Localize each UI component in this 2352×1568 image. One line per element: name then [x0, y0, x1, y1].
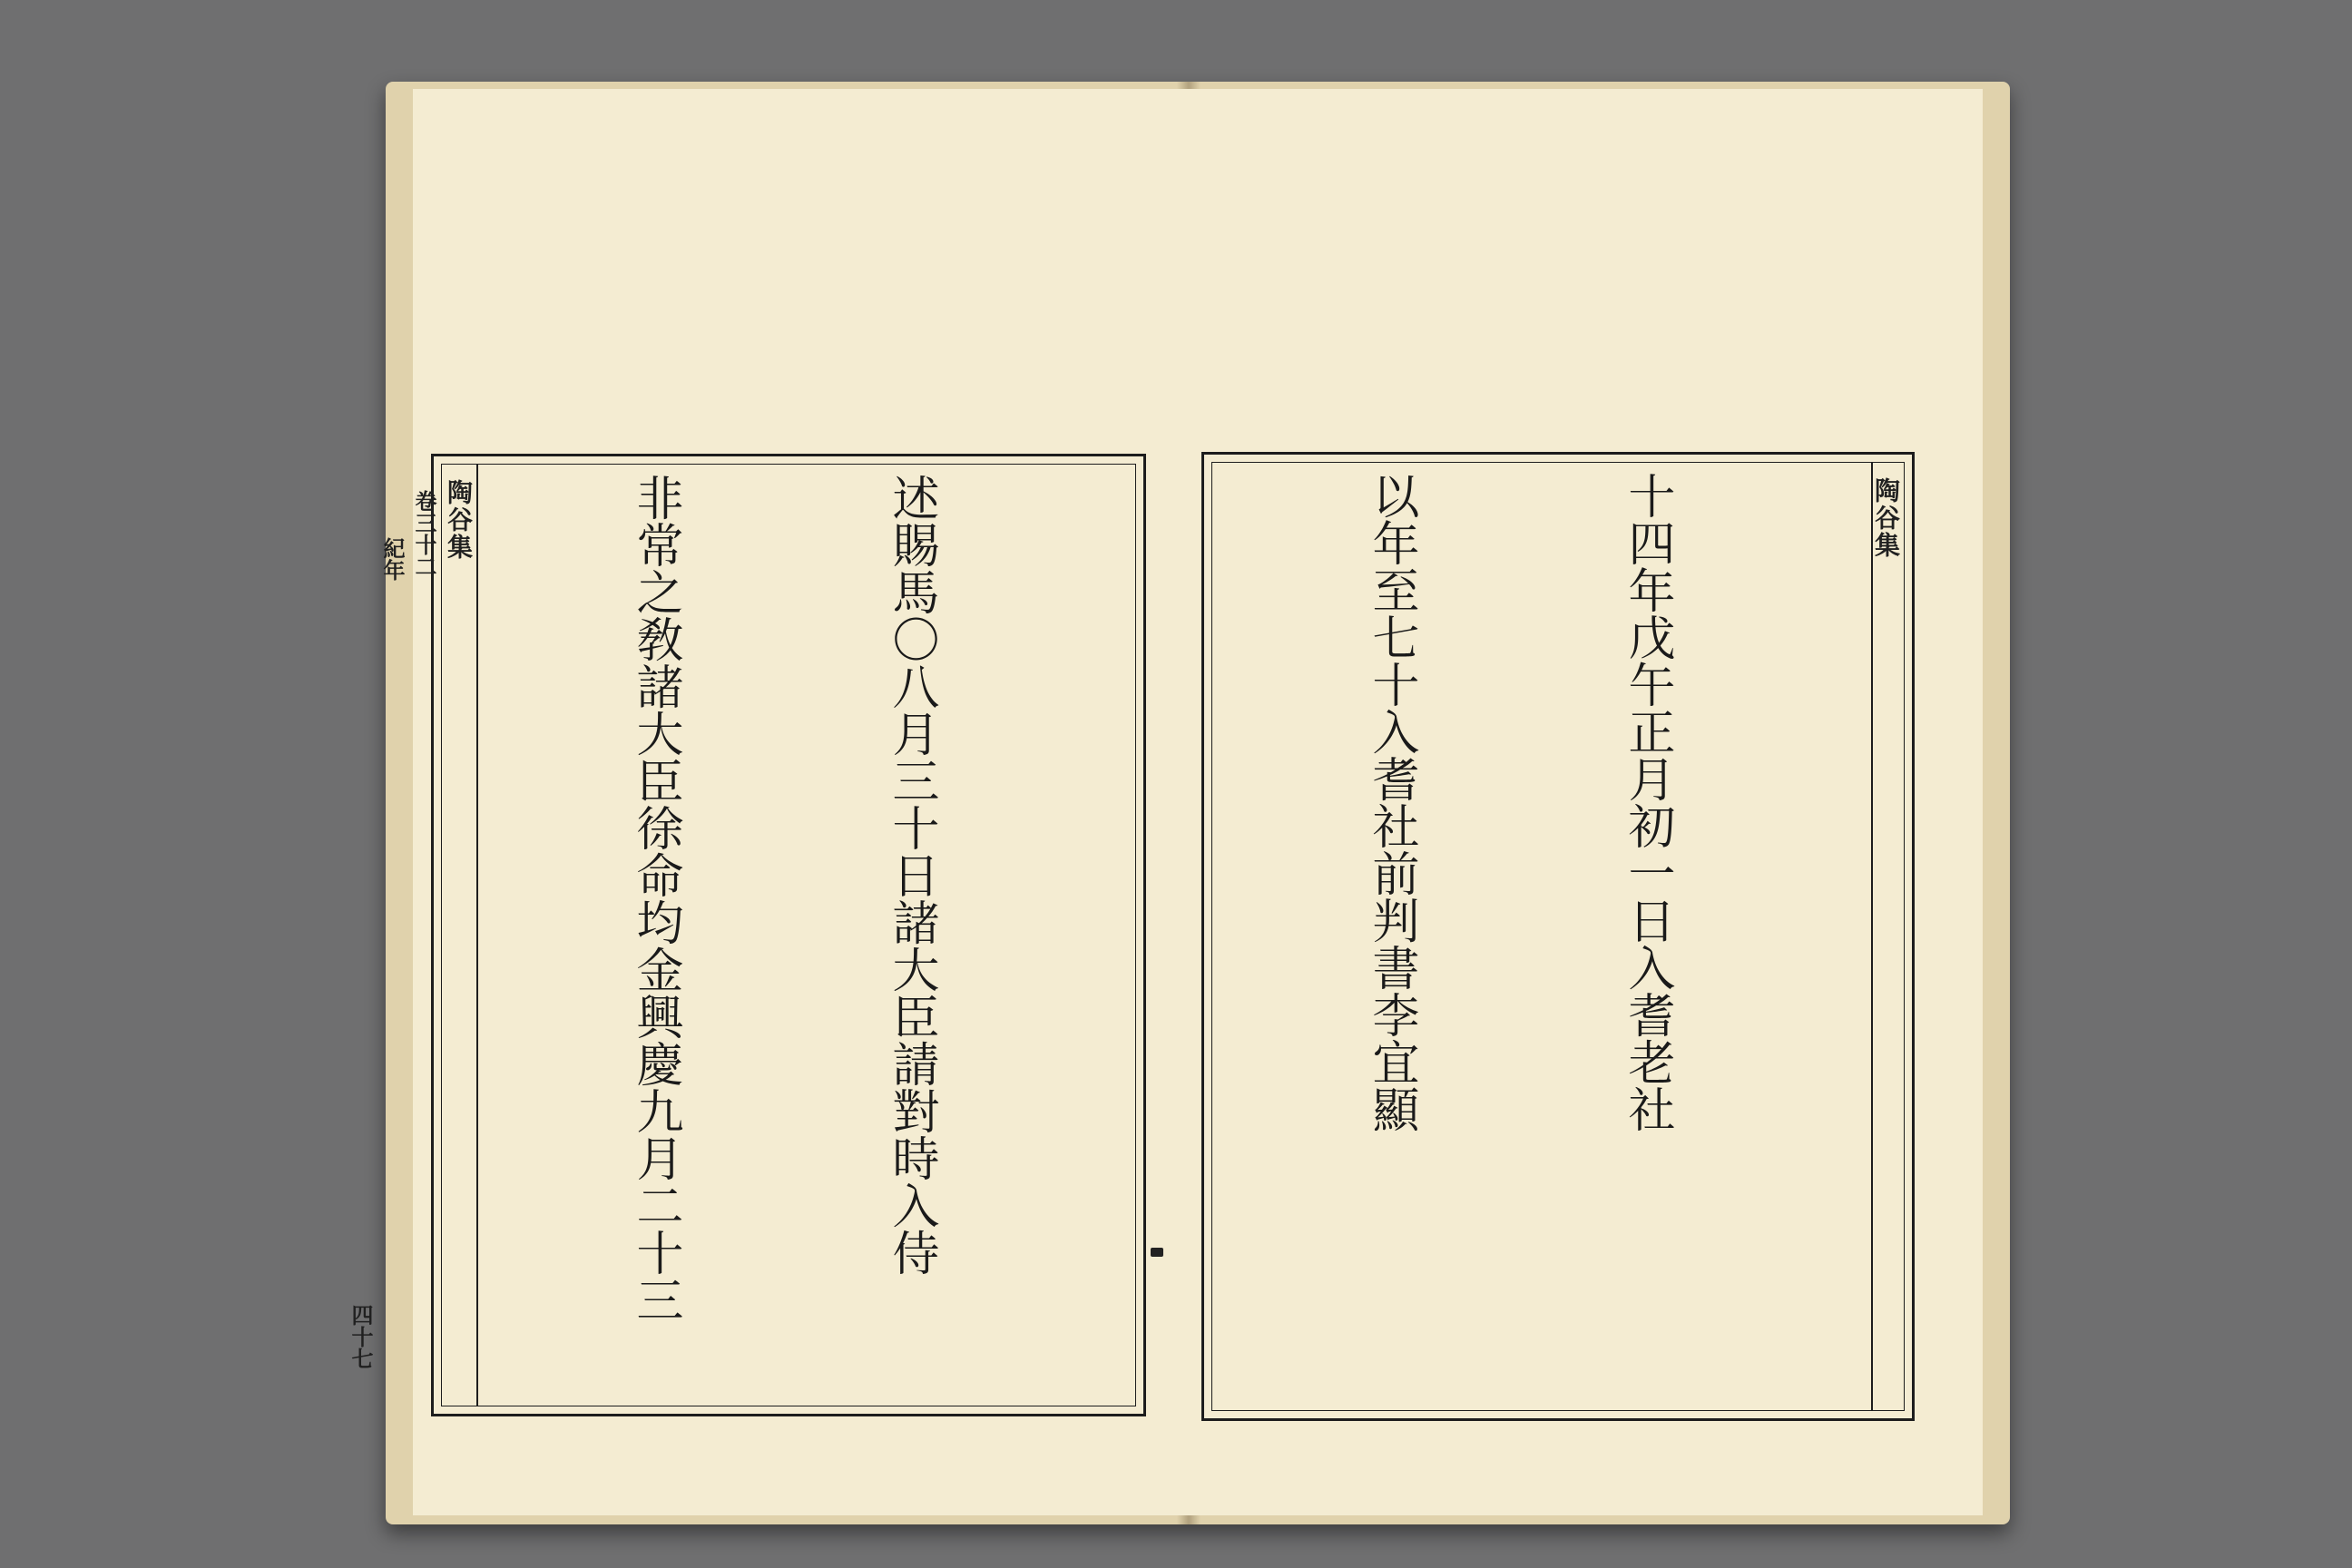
text-column: 以年至七十入耆社前判書李宜顯: [1364, 472, 1418, 1132]
left-frame-inner: [348, 464, 1136, 1406]
left-margin-section: 紀年: [379, 537, 406, 581]
right-frame-inner: [1211, 462, 1905, 1411]
left-page: [348, 89, 1190, 1515]
left-margin-page-number: 四十七: [348, 1304, 374, 1369]
left-text-frame: [348, 454, 1146, 1416]
left-margin-title: 陶谷集: [444, 479, 474, 561]
right-page-text: [1223, 472, 1860, 1401]
right-page: [1189, 89, 1983, 1515]
right-text-frame: [1201, 452, 1915, 1421]
open-book: [348, 82, 2010, 1524]
left-page-margin-column: [348, 465, 478, 1406]
text-column: 述賜馬〇八月三十日諸大臣請對時入侍: [884, 474, 938, 1276]
text-column: 十四年戊午正月初一日入耆老社: [1620, 472, 1674, 1132]
left-margin-volume: 卷三十二: [411, 490, 437, 577]
right-margin-title: 陶谷集: [1871, 477, 1901, 559]
left-page-text: [485, 474, 1124, 1396]
binding-stitch: [1151, 1248, 1163, 1257]
text-column: 非常之敎諸大臣徐命均金興慶九月二十三: [628, 474, 682, 1323]
right-page-margin-column: [1871, 463, 1904, 1410]
